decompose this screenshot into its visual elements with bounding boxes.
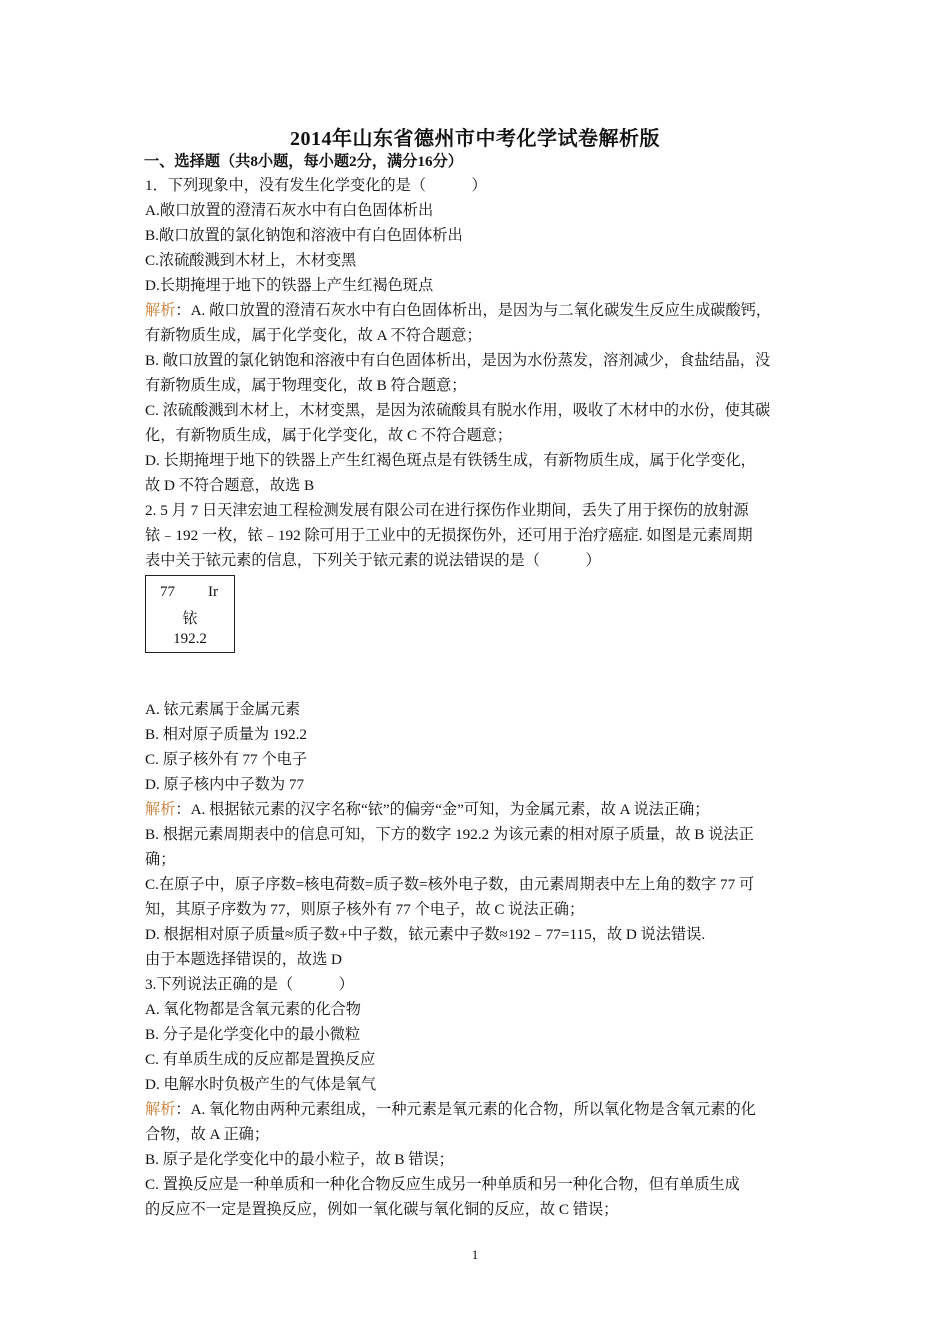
q1-analysis-line-3: B. 敞口放置的氯化钠饱和溶液中有白色固体析出，是因为水份蒸发，溶剂减少，食盐结晶，没 (145, 352, 771, 369)
page-number: 1 (471, 1247, 479, 1262)
q3-option-b: B. 分子是化学变化中的最小微粒 (145, 1026, 361, 1043)
q2-analysis-line-7: 由于本题选择错误的，故选 D (145, 951, 343, 968)
q2-option-d: D. 原子核内中子数为 77 (145, 776, 305, 793)
q1-analysis-line-6: 化，有新物质生成，属于化学变化，故 C 不符合题意； (145, 427, 513, 444)
q2-option-c: C. 原子核外有 77 个电子 (145, 751, 308, 768)
atomic-number: 77 (160, 584, 175, 600)
q1-option-c: C.浓硫酸溅到木材上，木材变黑 (145, 252, 357, 269)
q1-analysis-line-2: 有新物质生成，属于化学变化，故 A 不符合题意； (145, 327, 482, 344)
q3-analysis-line-4: C. 置换反应是一种单质和一种化合物反应生成另一种单质和另一种化合物，但有单质生成 (145, 1176, 740, 1193)
q2-stem-line-3: 表中关于铱元素的信息，下列关于铱元素的说法错误的是（ ） (145, 552, 601, 569)
q3-analysis-line-3: B. 原子是化学变化中的最小粒子，故 B 错误； (145, 1151, 454, 1168)
q2-option-b: B. 相对原子质量为 192.2 (145, 726, 308, 743)
q1-analysis-line-7: D. 长期掩埋于地下的铁器上产生红褐色斑点是有铁锈生成，有新物质生成，属于化学变化， (145, 452, 756, 469)
q1-analysis-line-1: 解析：A. 敞口放置的澄清石灰水中有白色固体析出，是因为与二氧化碳发生反应生成碳酸钙， (145, 302, 772, 319)
q2-stem-line-1: 2. 5 月 7 日天津宏迪工程检测发展有限公司在进行探伤作业期间，丢失了用于探伤的放射源 (145, 502, 749, 519)
q3-analysis-line-1: 解析：A. 氧化物由两种元素组成，一种元素是氧元素的化合物，所以氧化物是含氧元素的化 (145, 1101, 756, 1118)
periodic-table-card-iridium (145, 575, 235, 653)
q1-analysis-line-8: 故 D 不符合题意，故选 B (145, 477, 315, 494)
q2-analysis-line-2: B. 根据元素周期表中的信息可知，下方的数字 192.2 为该元素的相对原子质量，故 B 说法正 (145, 826, 754, 843)
q1-analysis-line-5: C. 浓硫酸溅到木材上，木材变黑，是因为浓硫酸具有脱水作用，吸收了木材中的水份，使其碳 (145, 402, 771, 419)
q2-analysis-line-3: 确； (145, 851, 176, 868)
q3-option-a: A. 氧化物都是含氧元素的化合物 (145, 1001, 361, 1018)
document-title: 2014年山东省德州市中考化学试卷解析版 (290, 128, 660, 150)
element-symbol: Ir (208, 584, 218, 600)
analysis-label: 解析 (145, 302, 176, 319)
q2-stem-line-2: 铱﹣192 一枚，铱﹣192 除可用于工业中的无损探伤外，还可用于治疗癌症. 如图是元素周期 (145, 527, 753, 544)
q1-option-a: A.敞口放置的澄清石灰水中有白色固体析出 (145, 202, 434, 219)
analysis-label: 解析 (145, 1101, 176, 1118)
q2-analysis-line-5: 知，其原子序数为 77，则原子核外有 77 个电子，故 C 说法正确； (145, 901, 585, 918)
q2-analysis-line-4: C.在原子中，原子序数=核电荷数=质子数=核外电子数，由元素周期表中左上角的数字 77 可 (145, 876, 755, 893)
q1-option-b: B.敞口放置的氯化钠饱和溶液中有白色固体析出 (145, 227, 463, 244)
q2-option-a: A. 铱元素属于金属元素 (145, 701, 301, 718)
q2-analysis-line-6: D. 根据相对原子质量≈质子数+中子数，铱元素中子数≈192﹣77=115，故 D 说法错误. (145, 926, 706, 943)
q2-analysis-line-1: 解析：A. 根据铱元素的汉字名称“铱”的偏旁“金”可知，为金属元素，故 A 说法正确； (145, 801, 710, 818)
q3-stem: 3.下列说法正确的是（ ） (145, 976, 354, 993)
q3-option-c: C. 有单质生成的反应都是置换反应 (145, 1051, 376, 1068)
q3-analysis-line-2: 合物，故 A 正确； (145, 1126, 270, 1143)
analysis-label: 解析 (145, 801, 176, 818)
q3-analysis-line-5: 的反应不一定是置换反应，例如一氧化碳与氧化铜的反应，故 C 错误； (145, 1201, 619, 1218)
q3-option-d: D. 电解水时负极产生的气体是氧气 (145, 1076, 377, 1093)
section-heading: 一、选择题（共8小题，每小题2分，满分16分） (144, 153, 463, 170)
q1-stem: 1．下列现象中，没有发生化学变化的是（ ） (145, 177, 487, 194)
atomic-mass: 192.2 (173, 631, 207, 647)
element-name: 铱 (182, 611, 198, 627)
q1-analysis-line-4: 有新物质生成，属于物理变化，故 B 符合题意； (145, 377, 467, 394)
q1-option-d: D.长期掩埋于地下的铁器上产生红褐色斑点 (145, 277, 434, 294)
